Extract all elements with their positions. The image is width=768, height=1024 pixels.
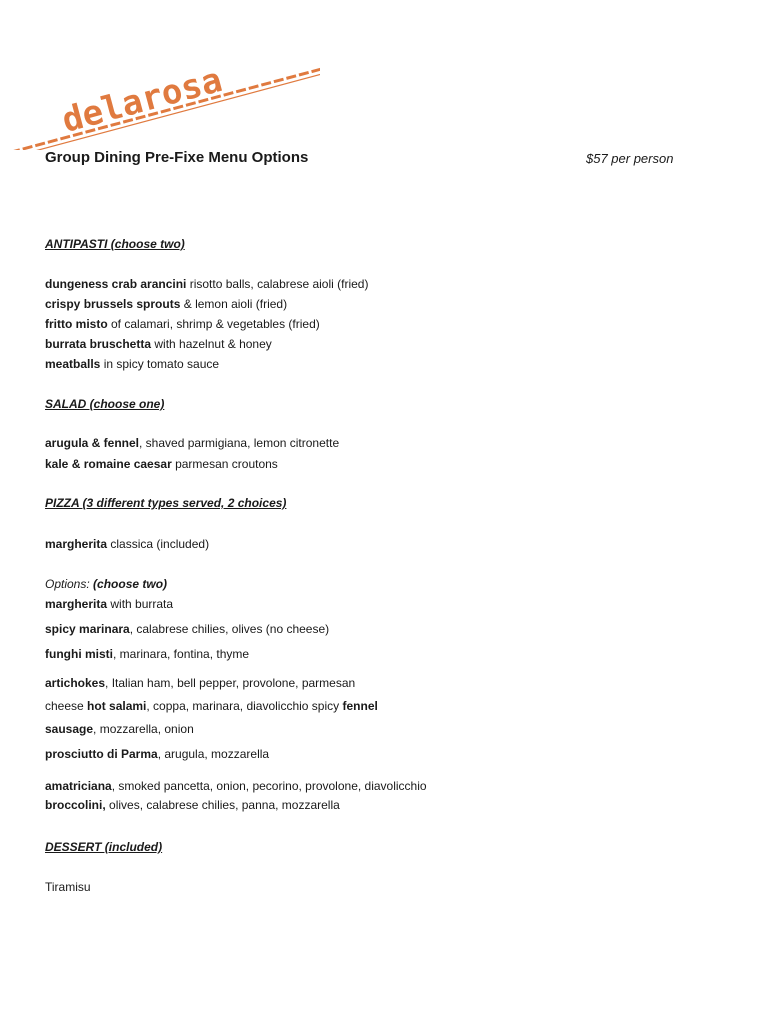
list-item: artichokes, Italian ham, bell pepper, provolone, parmesan [45, 676, 356, 690]
list-item: fritto misto of calamari, shrimp & vegetables (fried) [45, 317, 320, 331]
list-item: margherita with burrata [45, 597, 174, 611]
dessert-heading: DESSERT (included) [45, 840, 163, 854]
list-item: burrata bruschetta with hazelnut & honey [45, 337, 272, 351]
pizza-heading: PIZZA (3 different types served, 2 choices) [45, 496, 287, 510]
delarosa-logo [0, 60, 320, 150]
list-item: meatballs in spicy tomato sauce [45, 357, 220, 371]
page-title: Group Dining Pre-Fixe Menu Options [45, 149, 309, 166]
list-item: arugula & fennel, shaved parmigiana, lemon citronette [45, 436, 340, 450]
pizza-options-label: Options: (choose two) [45, 577, 168, 591]
logo-wordmark: delarosa [57, 60, 227, 141]
price-per-person: $57 per person [586, 151, 674, 166]
list-item: broccolini, olives, calabrese chilies, panna, mozzarella [45, 798, 340, 812]
list-item: spicy marinara, calabrese chilies, olives (no cheese) [45, 622, 330, 636]
list-item: Tiramisu [45, 880, 91, 894]
list-item: dungeness crab arancini risotto balls, calabrese aioli (fried) [45, 277, 369, 291]
list-item: kale & romaine caesar parmesan croutons [45, 457, 278, 471]
list-item: margherita classica (included) [45, 537, 210, 551]
list-item: sausage, mozzarella, onion [45, 722, 194, 736]
list-item: prosciutto di Parma, arugula, mozzarella [45, 747, 270, 761]
salad-heading: SALAD (choose one) [45, 397, 165, 411]
list-item: funghi misti, marinara, fontina, thyme [45, 647, 250, 661]
list-item: amatriciana, smoked pancetta, onion, pecorino, provolone, diavolicchio [45, 779, 427, 793]
list-item: crispy brussels sprouts & lemon aioli (fried) [45, 297, 288, 311]
list-item: cheese hot salami, coppa, marinara, diavolicchio spicy fennel [45, 699, 378, 713]
antipasti-heading: ANTIPASTI (choose two) [45, 237, 185, 251]
